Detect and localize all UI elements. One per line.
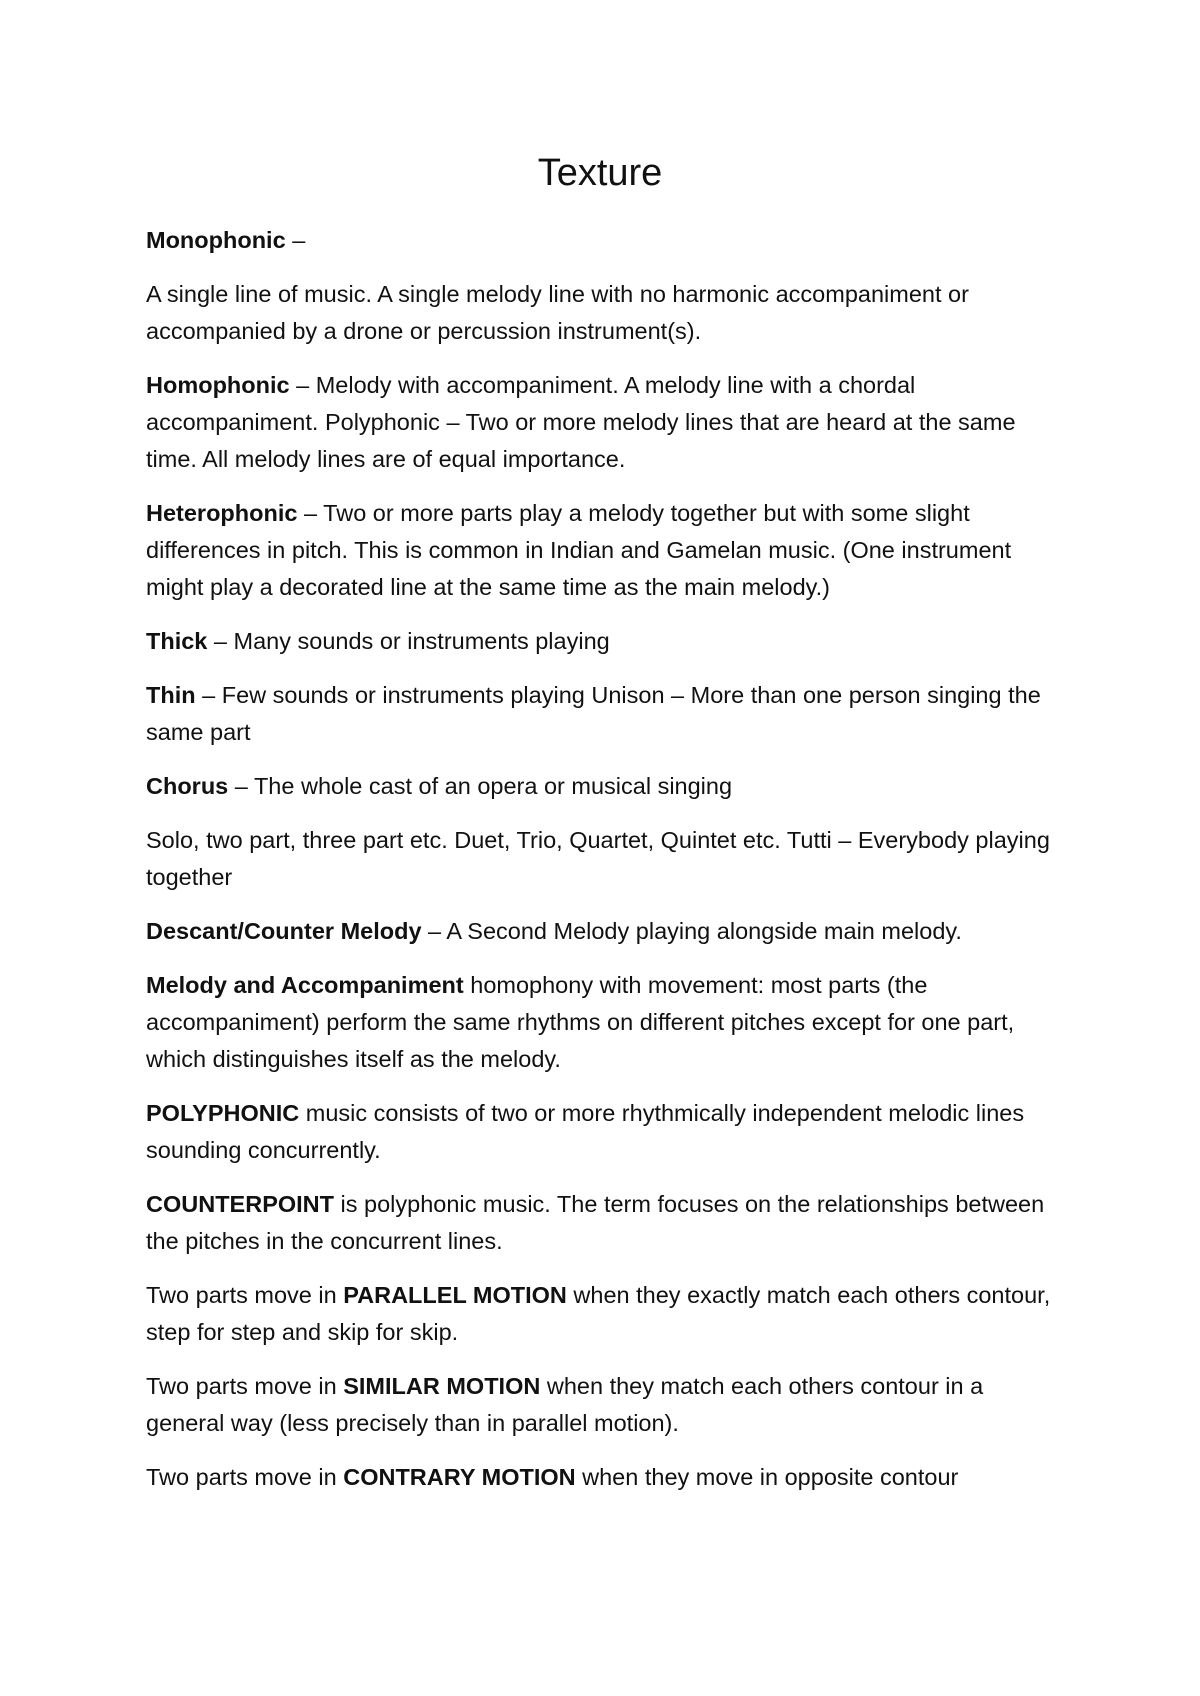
term-chorus: Chorus — [146, 773, 229, 799]
term-polyphonic: POLYPHONIC — [146, 1100, 300, 1126]
page-title: Texture — [537, 152, 663, 194]
paragraph-contrary-motion — [146, 1459, 1066, 1496]
paragraph-text: music consists of two or more rhythmically independent melodic lines sounding concurrently. — [146, 1100, 1025, 1163]
term-thin: Thin — [146, 682, 196, 708]
term-thick: Thick — [146, 628, 208, 654]
paragraph-text: when they exactly match each others contour, step for step and skip for skip. — [146, 1282, 1051, 1345]
term-descant: Descant/Counter Melody — [146, 918, 422, 944]
paragraph-melody-accompaniment — [146, 967, 1066, 1078]
paragraph-text: when they match each others contour in a general way (less precisely than in parallel motion). — [146, 1373, 984, 1436]
paragraph-text: – Melody with accompaniment. A melody line with a chordal accompaniment. Polyphonic – Two or more melody lines that are heard at the same time. All melody lines are of equal importance. — [146, 372, 1016, 472]
paragraph-text: when they move in opposite contour — [575, 1464, 959, 1490]
term-monophonic: Monophonic — [146, 227, 286, 253]
paragraph-text: – — [285, 227, 306, 253]
term-parallel-motion: PARALLEL MOTION — [343, 1282, 567, 1308]
paragraph-text: A single line of music. A single melody line with no harmonic accompaniment or accompanied by a drone or percussion instrument(s). — [146, 281, 969, 344]
paragraph-prefix: Two parts move in — [146, 1464, 344, 1490]
paragraph-text: – Two or more parts play a melody together but with some slight differences in pitch. This is common in Indian and Gamelan music. (One instrument might play a decorated line at the same time as the main melody.) — [146, 500, 1012, 600]
paragraph-text: – A Second Melody playing alongside main melody. — [421, 918, 962, 944]
term-heterophonic: Heterophonic — [146, 500, 298, 526]
paragraph-monophonic-definition — [146, 276, 1066, 350]
paragraph-monophonic — [146, 222, 1066, 259]
term-homophonic: Homophonic — [146, 372, 290, 398]
paragraph-text: is polyphonic music. The term focuses on the relationships between the pitches in the concurrent lines. — [146, 1191, 1045, 1254]
paragraph-similar-motion — [146, 1368, 1066, 1442]
paragraph-thick — [146, 623, 1066, 660]
paragraph-text: homophony with movement: most parts (the accompaniment) perform the same rhythms on different pitches except for one part, which distinguishes itself as the melody. — [146, 972, 1015, 1072]
paragraph-prefix: Two parts move in — [146, 1282, 344, 1308]
paragraph-descant — [146, 913, 1066, 950]
paragraph-prefix: Two parts move in — [146, 1373, 344, 1399]
paragraph-text: – The whole cast of an opera or musical singing — [228, 773, 733, 799]
term-melody-accompaniment: Melody and Accompaniment — [146, 972, 464, 998]
term-contrary-motion: CONTRARY MOTION — [343, 1464, 576, 1490]
paragraph-parallel-motion — [146, 1277, 1066, 1351]
paragraph-text: Solo, two part, three part etc. Duet, Trio, Quartet, Quintet etc. Tutti – Everybody playing together — [146, 827, 1050, 890]
paragraph-ensembles — [146, 822, 1066, 896]
document-body — [146, 222, 1066, 1513]
paragraph-heterophonic — [146, 495, 1066, 606]
paragraph-polyphonic — [146, 1095, 1066, 1169]
paragraph-text: – Many sounds or instruments playing — [207, 628, 610, 654]
term-counterpoint: COUNTERPOINT — [146, 1191, 334, 1217]
paragraph-chorus — [146, 768, 1066, 805]
paragraph-counterpoint — [146, 1186, 1066, 1260]
paragraph-homophonic — [146, 367, 1066, 478]
term-similar-motion: SIMILAR MOTION — [343, 1373, 541, 1399]
paragraph-thin — [146, 677, 1066, 751]
paragraph-text: – Few sounds or instruments playing Unison – More than one person singing the same part — [146, 682, 1041, 745]
